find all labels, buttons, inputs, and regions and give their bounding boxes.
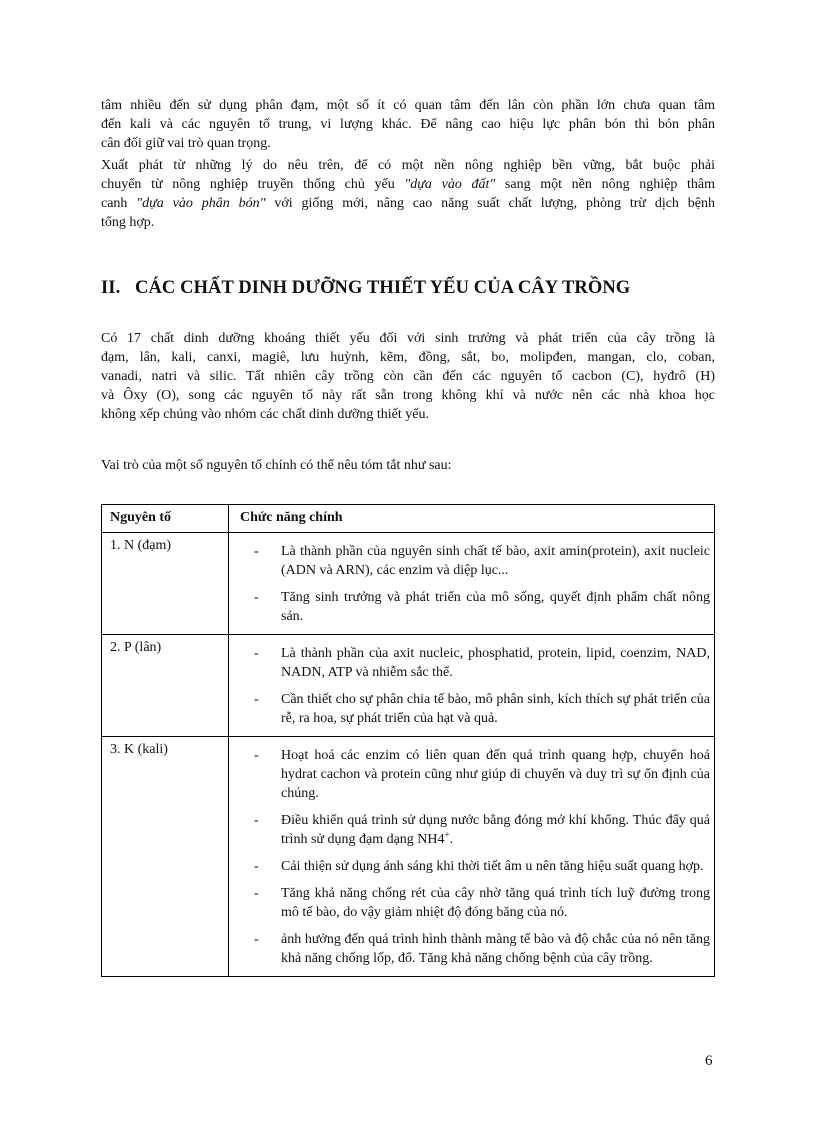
function-cell: [229, 737, 715, 977]
bullet-dash: -: [254, 886, 259, 901]
text-line: Có 17 chất dinh dưỡng khoáng thiết yếu đối với sinh trưởng và phát triển của cây trồng là: [101, 331, 715, 346]
element-cell: [102, 737, 229, 977]
function-item: [229, 811, 710, 849]
bullet-dash: -: [254, 813, 259, 828]
header-label: Nguyên tố: [110, 510, 172, 525]
bullet-dash: -: [254, 859, 259, 874]
paragraph-intro-continued: [101, 96, 715, 153]
function-item: [229, 542, 710, 580]
function-text: Cần thiết cho sự phân chia tế bào, mô phân sinh, kích thích sự phát triển của rễ, ra hoa, sự phát triển của hạt và quả.: [281, 692, 710, 726]
text-line: cân đối giữ vai trò quan trọng.: [101, 136, 271, 151]
bullet-dash: -: [254, 544, 259, 559]
text-line: vanadi, natri và silic. Tất nhiên cây trồng còn cần đến các nguyên tố cacbon (C), hyđrô (H): [101, 369, 715, 384]
text-line: Xuất phát từ những lý do nêu trên, để có một nền nông nghiệp bền vững, bắt buộc phải: [101, 158, 715, 173]
quoted-phrase-soil: "dựa vào đất": [404, 177, 496, 192]
bullet-dash: -: [254, 646, 259, 661]
bullet-dash: -: [254, 932, 259, 947]
text-line: tâm nhiều đến sử dụng phân đạm, một số ít có quan tâm đến lân còn phần lớn chưa quan tâm: [101, 98, 715, 113]
paragraph-nutrients: [101, 329, 715, 424]
function-list: [229, 737, 714, 976]
text-line: Vai trò của một số nguyên tố chính có thể nêu tóm tắt như sau:: [101, 458, 452, 473]
section-number: II.: [101, 278, 121, 298]
header-label: Chức năng chính: [240, 510, 343, 525]
function-item: [229, 690, 710, 728]
header-element: [102, 505, 229, 533]
page-number: 6: [705, 1053, 713, 1069]
element-label: 1. N (đạm): [110, 538, 172, 553]
table-row: [102, 737, 715, 977]
paragraph-motivation: [101, 156, 715, 232]
element-cell: [102, 635, 229, 737]
function-text-tail: .: [449, 832, 454, 847]
text-segment: canh: [101, 196, 137, 211]
text-line: [101, 194, 715, 213]
function-text: Là thành phần của nguyên sinh chất tế bào, axit amin(protein), axit nucleic (ADN và ARN), các enzim và diệp lục...: [281, 544, 710, 578]
header-function: [229, 505, 715, 533]
function-text: Hoạt hoá các enzim có liên quan đến quá trình quang hợp, chuyển hoá hydrat cachon và protein cũng như giúp di chuyển và duy trì sự ổn định của chúng.: [281, 748, 710, 801]
text-line: và Ôxy (O), song các nguyên tố này rất sẵn trong không khí và nước nên các nhà khoa học: [101, 388, 715, 403]
function-list: [229, 635, 714, 736]
function-item: [229, 930, 710, 968]
text-line: không xếp chúng vào nhóm các chất dinh dưỡng thiết yếu.: [101, 407, 429, 422]
bullet-dash: -: [254, 692, 259, 707]
function-cell: [229, 533, 715, 635]
superscript-plus: +: [444, 829, 450, 840]
table-header-row: [102, 505, 715, 533]
text-line: đạm, lân, kali, canxi, magiê, lưu huỳnh, kẽm, đồng, sắt, bo, molipđen, mangan, clo, coban,: [101, 350, 715, 365]
function-item: [229, 644, 710, 682]
element-label: 3. K (kali): [110, 742, 168, 757]
function-text: Điều khiển quá trình sử dụng nước bằng đóng mở khí khổng. Thúc đẩy quá trình sử dụng đạm dạng NH4: [281, 813, 710, 847]
bullet-dash: -: [254, 590, 259, 605]
nutrient-function-table: [101, 504, 715, 977]
text-segment: với giống mới, nâng cao năng suất chất lượng, phòng trừ dịch bệnh: [265, 196, 715, 211]
function-text: ảnh hưởng đến quá trình hình thành màng tế bào và độ chắc của nó nên tăng khả năng chống lốp, đổ. Tăng khả năng chống bệnh của cây trồng.: [281, 932, 710, 966]
function-list: [229, 533, 714, 634]
table-row: [102, 635, 715, 737]
table-row: [102, 533, 715, 635]
quoted-phrase-fertilizer: "dựa vào phân bón": [136, 196, 266, 211]
table-intro: [101, 456, 715, 475]
element-cell: [102, 533, 229, 635]
text-line: [101, 175, 715, 194]
function-item: [229, 857, 710, 876]
text-segment: sang một nền nông nghiệp thâm: [495, 177, 715, 192]
function-text: Tăng sinh trưởng và phát triển của mô sống, quyết định phẩm chất nông sản.: [281, 590, 710, 624]
text-segment: chuyển từ nông nghiệp truyền thống chủ yếu: [101, 177, 405, 192]
function-cell: [229, 635, 715, 737]
function-item: [229, 884, 710, 922]
text-line: tổng hợp.: [101, 215, 155, 230]
function-text: Là thành phần của axit nucleic, phosphatid, protein, lipid, coenzim, NAD, NADN, ATP và nhiễm sắc thể.: [281, 646, 710, 680]
bullet-dash: -: [254, 748, 259, 763]
section-title: CÁC CHẤT DINH DƯỠNG THIẾT YẾU CỦA CÂY TRỒNG: [135, 278, 631, 298]
function-item: [229, 746, 710, 803]
function-text: Tăng khả năng chống rét của cây nhờ tăng quá trình tích luỹ đường trong mô tế bào, do vậy giảm nhiệt độ đóng băng của nó.: [281, 886, 710, 920]
text-line: đến kali và các nguyên tố trung, vi lượng khác. Để nâng cao hiệu lực phân bón thì bón phân: [101, 117, 715, 132]
function-item: [229, 588, 710, 626]
function-text: Cải thiện sử dụng ánh sáng khi thời tiết âm u nên tăng hiệu suất quang hợp.: [281, 859, 704, 874]
section-heading: [101, 278, 630, 299]
element-label: 2. P (lân): [110, 640, 162, 655]
